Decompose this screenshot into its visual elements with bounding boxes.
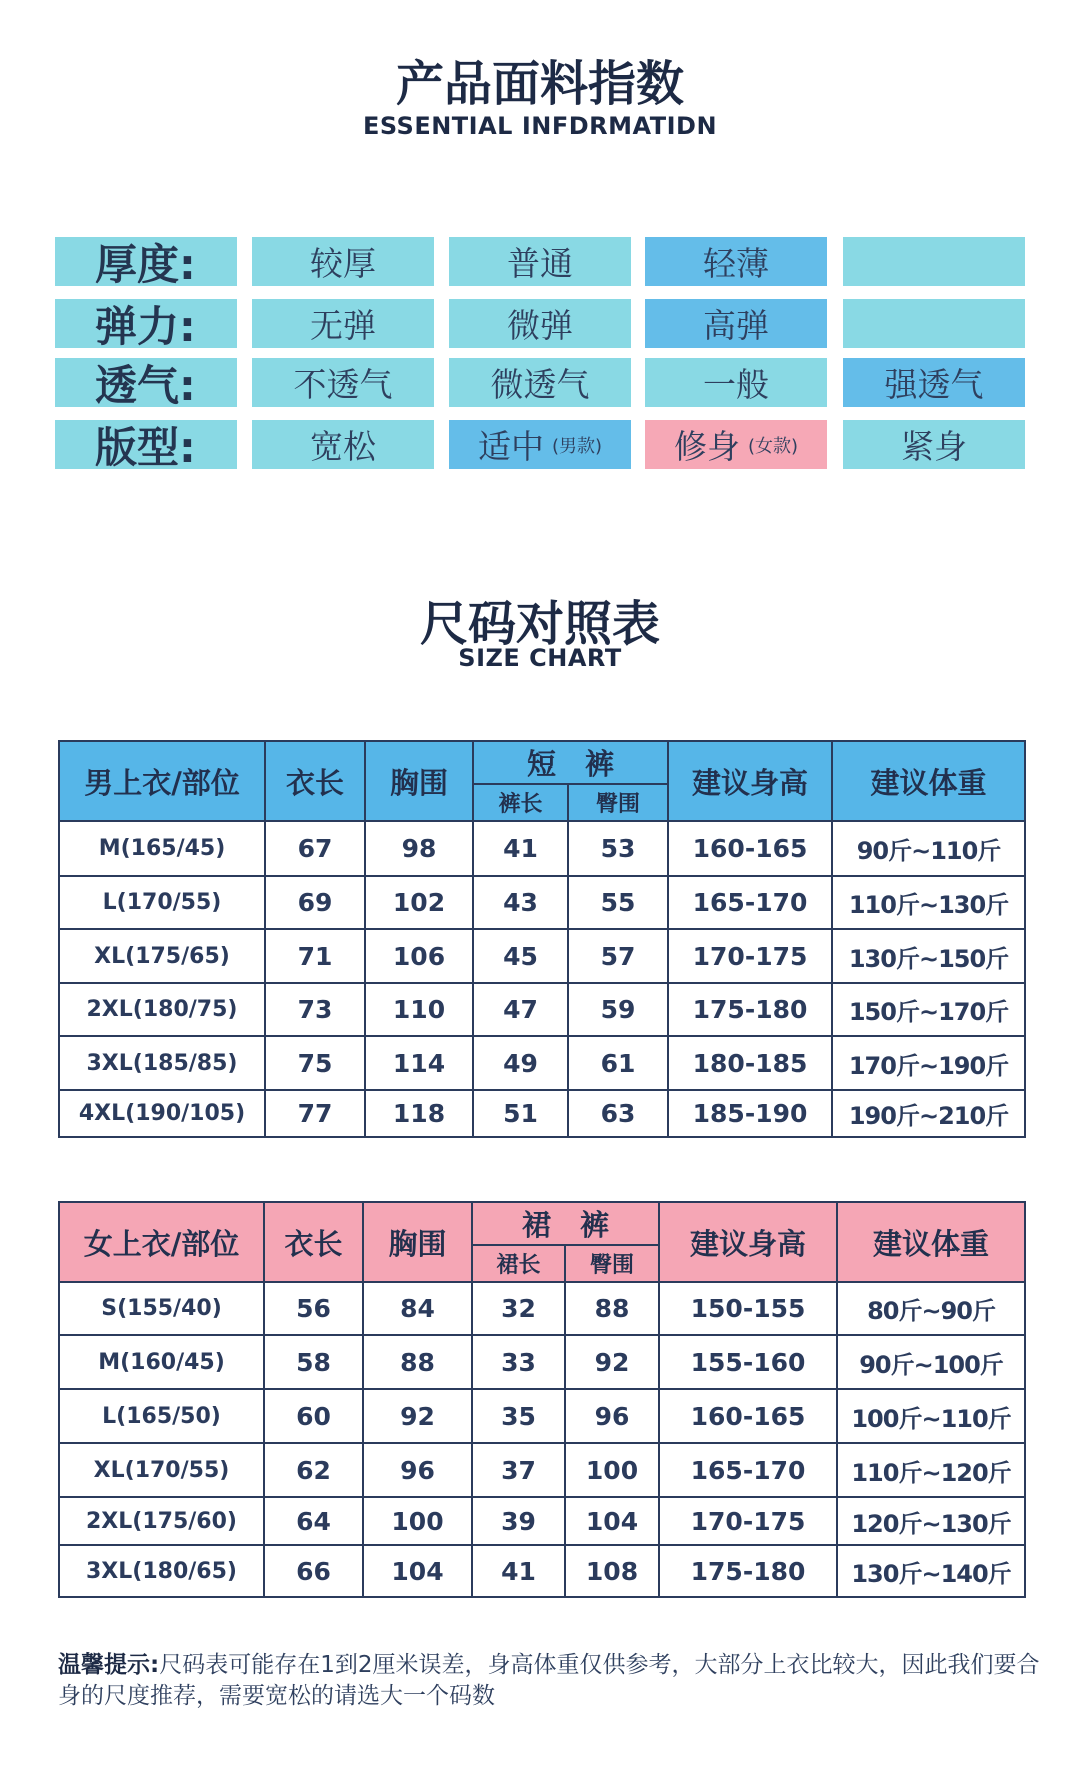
fabric-row-label: 透气: <box>55 358 237 407</box>
fabric-row-label: 弹力: <box>55 299 237 348</box>
table-cell: 90斤~110斤 <box>832 821 1025 876</box>
fabric-option <box>449 420 631 469</box>
table-cell: 88 <box>565 1282 659 1335</box>
table-cell: 118 <box>365 1090 473 1137</box>
table-cell: 90斤~100斤 <box>837 1335 1025 1389</box>
fabric-option <box>449 237 631 286</box>
table-cell: 160-165 <box>659 1389 837 1443</box>
table-cell: M(165/45) <box>59 821 265 876</box>
table-cell: 84 <box>363 1282 472 1335</box>
table-cell: 71 <box>265 929 365 983</box>
table-cell: 155-160 <box>659 1335 837 1389</box>
size-tip <box>58 1650 1043 1712</box>
table-cell: 51 <box>473 1090 568 1137</box>
table-cell: 165-170 <box>668 876 832 929</box>
table-row <box>59 1545 1025 1597</box>
table-cell: 96 <box>363 1443 472 1497</box>
table-cell: 39 <box>472 1497 565 1545</box>
table-cell: 100 <box>363 1497 472 1545</box>
table-cell: XL(170/55) <box>59 1443 264 1497</box>
fabric-option-text: 较厚 <box>310 244 376 283</box>
fabric-option <box>843 299 1025 348</box>
table-cell: 96 <box>565 1389 659 1443</box>
table-cell: 67 <box>265 821 365 876</box>
table-cell: 49 <box>473 1036 568 1090</box>
header-height: 建议身高 <box>668 741 832 821</box>
table-cell: 175-180 <box>659 1545 837 1597</box>
table-cell: 106 <box>365 929 473 983</box>
men-size-table <box>58 740 1026 1138</box>
table-cell: 4XL(190/105) <box>59 1090 265 1137</box>
table-cell: 102 <box>365 876 473 929</box>
header-chest: 胸围 <box>363 1202 472 1282</box>
table-cell: 32 <box>472 1282 565 1335</box>
table-row <box>59 821 1025 876</box>
table-cell: 41 <box>473 821 568 876</box>
table-cell: 60 <box>264 1389 363 1443</box>
table-cell: 110斤~120斤 <box>837 1443 1025 1497</box>
table-cell: 92 <box>363 1389 472 1443</box>
women-size-table <box>58 1201 1026 1598</box>
table-cell: 61 <box>568 1036 668 1090</box>
table-cell: 41 <box>472 1545 565 1597</box>
table-cell: S(155/40) <box>59 1282 264 1335</box>
fabric-option <box>252 237 434 286</box>
header-skirt-pants: 裙 裤 <box>472 1202 659 1245</box>
fabric-option-text: 微弹 <box>507 306 573 345</box>
table-cell: 77 <box>265 1090 365 1137</box>
header-hip: 臀围 <box>568 784 668 821</box>
table-cell: 64 <box>264 1497 363 1545</box>
table-cell: 45 <box>473 929 568 983</box>
header-part: 男上衣/部位 <box>59 741 265 821</box>
fabric-option-text: 高弹 <box>703 306 769 345</box>
table-cell: 33 <box>472 1335 565 1389</box>
table-cell: 175-180 <box>668 983 832 1036</box>
fabric-option <box>252 299 434 348</box>
table-cell: 56 <box>264 1282 363 1335</box>
fabric-option-text: 微透气 <box>490 365 590 404</box>
fabric-option-text: 一般 <box>703 365 769 404</box>
table-cell: 3XL(185/85) <box>59 1036 265 1090</box>
table-cell: 53 <box>568 821 668 876</box>
table-cell: 75 <box>265 1036 365 1090</box>
table-cell: 130斤~150斤 <box>832 929 1025 983</box>
fabric-option <box>645 420 827 469</box>
table-cell: 185-190 <box>668 1090 832 1137</box>
table-cell: 165-170 <box>659 1443 837 1497</box>
header-weight: 建议体重 <box>837 1202 1025 1282</box>
table-cell: L(165/50) <box>59 1389 264 1443</box>
table-cell: 170-175 <box>668 929 832 983</box>
table-row <box>59 983 1025 1036</box>
fabric-option-text: 轻薄 <box>703 244 769 283</box>
tip-label: 温馨提示: <box>58 1652 160 1678</box>
table-cell: 73 <box>265 983 365 1036</box>
table-cell: 66 <box>264 1545 363 1597</box>
table-row <box>59 1090 1025 1137</box>
fabric-row-label: 版型: <box>55 420 237 469</box>
fabric-option-text: 适中 <box>477 427 544 466</box>
fabric-option <box>843 237 1025 286</box>
header-part: 女上衣/部位 <box>59 1202 264 1282</box>
table-cell: 104 <box>565 1497 659 1545</box>
fabric-option-note: (女款) <box>747 435 799 457</box>
fabric-subtitle: ESSENTIAL INFDRMATIDN <box>362 112 718 140</box>
size-chart-subtitle: SIZE CHART <box>458 644 622 672</box>
table-row <box>59 929 1025 983</box>
fabric-option <box>843 420 1025 469</box>
fabric-option-text: 紧身 <box>901 427 967 466</box>
fabric-option-text: 强透气 <box>884 365 984 404</box>
table-cell: 130斤~140斤 <box>837 1545 1025 1597</box>
table-cell: 98 <box>365 821 473 876</box>
table-cell: 37 <box>472 1443 565 1497</box>
fabric-option <box>252 420 434 469</box>
table-cell: 170-175 <box>659 1497 837 1545</box>
table-cell: 2XL(180/75) <box>59 983 265 1036</box>
table-cell: 104 <box>363 1545 472 1597</box>
header-pants-length: 裤长 <box>473 784 568 821</box>
header-height: 建议身高 <box>659 1202 837 1282</box>
table-cell: 108 <box>565 1545 659 1597</box>
fabric-option-text: 宽松 <box>310 427 376 466</box>
table-cell: 47 <box>473 983 568 1036</box>
table-cell: 190斤~210斤 <box>832 1090 1025 1137</box>
table-cell: 100 <box>565 1443 659 1497</box>
table-row <box>59 1389 1025 1443</box>
fabric-title: 产品面料指数 <box>395 56 684 112</box>
header-hip: 臀围 <box>565 1245 659 1282</box>
table-cell: 150-155 <box>659 1282 837 1335</box>
fabric-option-text: 修身 <box>673 427 740 466</box>
fabric-option-text: 不透气 <box>293 365 393 404</box>
table-cell: 59 <box>568 983 668 1036</box>
table-cell: 170斤~190斤 <box>832 1036 1025 1090</box>
header-length: 衣长 <box>264 1202 363 1282</box>
fabric-option-note: (男款) <box>551 435 603 457</box>
fabric-option <box>449 358 631 407</box>
table-row <box>59 1282 1025 1335</box>
table-cell: 80斤~90斤 <box>837 1282 1025 1335</box>
table-cell: 63 <box>568 1090 668 1137</box>
header-chest: 胸围 <box>365 741 473 821</box>
table-cell: 69 <box>265 876 365 929</box>
fabric-option <box>645 358 827 407</box>
table-cell: 88 <box>363 1335 472 1389</box>
table-row <box>59 1335 1025 1389</box>
fabric-row-label: 厚度: <box>55 237 237 286</box>
table-cell: 150斤~170斤 <box>832 983 1025 1036</box>
table-cell: 43 <box>473 876 568 929</box>
fabric-option <box>843 358 1025 407</box>
table-cell: 120斤~130斤 <box>837 1497 1025 1545</box>
header-shorts: 短 裤 <box>473 741 668 784</box>
table-cell: 55 <box>568 876 668 929</box>
table-cell: 100斤~110斤 <box>837 1389 1025 1443</box>
header-skirt-length: 裙长 <box>472 1245 565 1282</box>
fabric-option-text: 无弹 <box>310 306 376 345</box>
table-cell: M(160/45) <box>59 1335 264 1389</box>
table-cell: XL(175/65) <box>59 929 265 983</box>
size-chart-title: 尺码对照表 <box>419 596 660 652</box>
table-row <box>59 1443 1025 1497</box>
table-cell: 92 <box>565 1335 659 1389</box>
table-cell: L(170/55) <box>59 876 265 929</box>
header-weight: 建议体重 <box>832 741 1025 821</box>
table-row <box>59 1036 1025 1090</box>
header-length: 衣长 <box>265 741 365 821</box>
fabric-option-text: 普通 <box>507 244 573 283</box>
table-cell: 35 <box>472 1389 565 1443</box>
table-cell: 110 <box>365 983 473 1036</box>
table-cell: 180-185 <box>668 1036 832 1090</box>
table-row <box>59 1497 1025 1545</box>
table-cell: 114 <box>365 1036 473 1090</box>
table-cell: 58 <box>264 1335 363 1389</box>
table-cell: 57 <box>568 929 668 983</box>
table-cell: 160-165 <box>668 821 832 876</box>
table-cell: 2XL(175/60) <box>59 1497 264 1545</box>
table-cell: 110斤~130斤 <box>832 876 1025 929</box>
tip-text: 尺码表可能存在1到2厘米误差，身高体重仅供参考，大部分上衣比较大，因此我们要合身的尺度推荐，需要宽松的请选大一个码数 <box>58 1652 1040 1709</box>
table-row <box>59 876 1025 929</box>
table-cell: 3XL(180/65) <box>59 1545 264 1597</box>
table-cell: 62 <box>264 1443 363 1497</box>
fabric-option <box>645 299 827 348</box>
fabric-option <box>252 358 434 407</box>
fabric-option <box>645 237 827 286</box>
fabric-option <box>449 299 631 348</box>
